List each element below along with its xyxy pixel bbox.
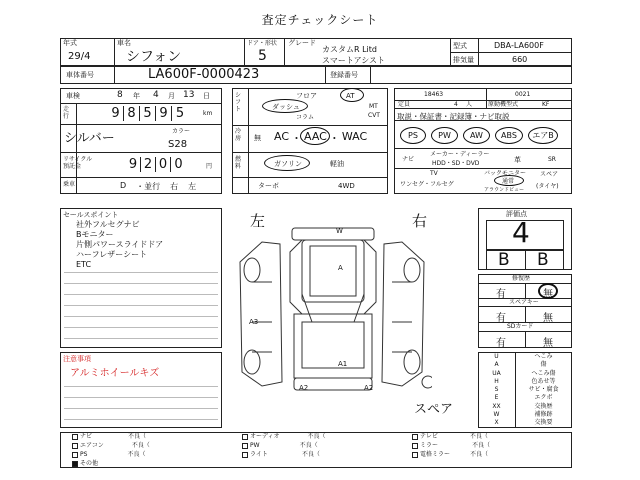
mark-a2-left: A2 [299, 384, 309, 392]
mark-a3: A3 [249, 318, 259, 326]
inspection-day: 13 [183, 90, 195, 100]
defect-item: ミラー 不良（ [412, 442, 572, 451]
score-value: 4 [512, 216, 530, 249]
turbo-label: ターボ [258, 182, 279, 190]
inspection-month: 4 [153, 90, 159, 100]
spare-key-no: 無 [543, 313, 553, 324]
equipment-circles [400, 127, 558, 144]
manual-text: 取説・保証書・記録簿・ナビ取説 [397, 112, 510, 121]
registration-label: 登録番号 [330, 71, 358, 79]
defect-item: PS 不良（ [72, 451, 242, 460]
legend-code: U [494, 353, 499, 360]
grade-value-1: カスタムR Litd [322, 45, 377, 54]
legend-desc: 傷 [540, 361, 547, 369]
cert-code: 0021 [515, 91, 531, 98]
defect-item: ライト 不良（ [242, 451, 412, 460]
repair-no: 無 [543, 289, 553, 300]
navi-media: HDD・SD・DVD [432, 160, 480, 167]
recycle-digit: 0 [174, 157, 183, 172]
year-label: 年式 [63, 39, 77, 47]
notes-label: 注意事項 [63, 355, 91, 363]
color-code: S28 [168, 139, 188, 150]
spare-tire: (タイヤ) [536, 183, 559, 190]
engine-label: 原動機型式 [488, 101, 519, 108]
recycle-label: リサイクル預託金 [63, 156, 93, 170]
shift-mt: MT [369, 103, 378, 110]
seat-parallel: ・並行 [136, 182, 161, 191]
ac-opt-wac: WAC [341, 130, 368, 143]
back-normal: 通常 [502, 178, 515, 185]
chassis-number: LA600F-0000423 [148, 67, 260, 82]
defect-item: テレビ 不良（ [412, 433, 572, 442]
selling-point: 片側パワースライドドア [76, 240, 164, 249]
cert-number: 18463 [424, 91, 444, 98]
shift-floor: フロア [296, 92, 317, 100]
selling-point: Bモニター [76, 230, 114, 239]
repair-label: 修復歴 [512, 275, 531, 282]
legend-code: S [494, 386, 499, 394]
diagram-left-label: 左 [250, 212, 266, 230]
chassis-label: 車体番号 [66, 71, 94, 79]
mark-a1: A1 [338, 360, 348, 368]
spare-key-label: スペアキー [509, 299, 539, 306]
seat-left: 左 [188, 182, 197, 191]
legend-row [478, 386, 572, 394]
legend-row [478, 361, 572, 369]
legend-desc: 交換歴 [534, 402, 553, 410]
inspection-month-unit: 月 [168, 92, 175, 100]
repair-no-circle [538, 283, 558, 299]
shift-at: AT [346, 92, 355, 100]
equip-abs: ABS [495, 127, 523, 144]
chassis-row [60, 66, 572, 84]
navi-label: ナビ [402, 156, 415, 163]
ac-aac-circle [300, 127, 330, 145]
legend-row [478, 419, 572, 427]
legend-row [478, 353, 572, 361]
color-value: シルバー [64, 131, 115, 146]
recycle-digit: 2 [141, 157, 156, 172]
repair-yes: 有 [496, 289, 506, 300]
tv-label: TV [430, 170, 438, 177]
legend-desc: エクボ [534, 394, 553, 402]
fuel-gasoline-circle [264, 155, 310, 171]
recycle-digits [126, 157, 186, 172]
score-label: 評価点 [506, 210, 527, 218]
defect-item: オーディオ 不良（ [242, 433, 412, 442]
mark-a2-right: A2 [364, 384, 374, 392]
legend-desc: へこみ [534, 353, 553, 360]
legend-code: X [494, 419, 499, 427]
legend-row [478, 370, 572, 378]
legend-desc: 色あせ等 [531, 377, 556, 385]
legend-row [478, 394, 572, 402]
mileage-digit: 5 [140, 106, 156, 121]
seats-value: 4 [454, 101, 458, 108]
page-title: 査定チェックシート [261, 13, 379, 27]
seat-d: D [120, 181, 127, 190]
grade-label: グレード [288, 39, 316, 47]
mileage-digit: 9 [108, 106, 124, 121]
selling-point: 社外フルセグナビ [76, 220, 140, 229]
diagram-right-label: 右 [412, 212, 428, 230]
legend-desc: サビ・腐食 [528, 386, 559, 394]
legend-desc: へこみ傷 [531, 369, 556, 377]
year-value: 29/4 [68, 51, 91, 62]
navi-maker: メーカー・ディーラー [430, 151, 490, 158]
leather-label: 革 [514, 156, 521, 164]
sr-label: SR [548, 156, 556, 163]
door-value: 5 [258, 48, 267, 64]
shift-dash-circle [262, 99, 308, 113]
equip-airbag: エアB [528, 127, 558, 144]
shift-at-circle [340, 88, 364, 102]
mileage-digit: 5 [175, 106, 185, 121]
shift-label: シフト [235, 92, 242, 113]
legend-code: E [494, 394, 499, 402]
color-code-label: カラー [172, 128, 191, 135]
defect-item: ナビ 不良（ [72, 433, 242, 442]
score-sub-2: B [537, 250, 549, 270]
selling-point: ハーフレザーシート [76, 250, 148, 259]
car-name: シフォン [126, 49, 182, 65]
inspection-label: 車検 [66, 92, 80, 100]
legend-list [478, 353, 572, 428]
ac-opt-ac: AC [274, 130, 290, 143]
ac-options: AC ・ AAC ・ WAC [274, 130, 368, 145]
sd-label: SDカード [507, 323, 534, 330]
score-sub-1: B [498, 250, 510, 270]
model-value: DBA-LA600F [494, 41, 544, 50]
spare-key-yes: 有 [496, 313, 506, 324]
ac-opt-aac: AAC [304, 130, 327, 143]
notes-value: アルミホイールキズ [70, 368, 160, 379]
around-view: アラウンドビュー [484, 187, 525, 193]
engine-value: KF [542, 101, 550, 108]
legend-desc: 補修跡 [534, 411, 553, 419]
defects-other: その他 [72, 460, 572, 467]
inspection-year: 8 [117, 90, 123, 100]
legend-row [478, 378, 572, 386]
legend-desc: 交換要 [534, 419, 553, 427]
seat-right: 右 [170, 182, 179, 191]
grade-value-2: スマートアシスト [322, 56, 386, 65]
ac-label: 冷房 [235, 128, 242, 142]
equip-pw: PW [431, 127, 458, 144]
mark-a: A [338, 264, 343, 272]
defect-item: エアコン 不良（ [72, 442, 242, 451]
defects-row [72, 451, 572, 460]
legend-row [478, 403, 572, 411]
name-label: 車名 [117, 39, 131, 47]
mileage-digit: 9 [156, 106, 172, 121]
legend-code: H [494, 377, 499, 385]
defect-item: 電格ミラー 不良（ [412, 451, 572, 460]
back-monitor-label: バックモニター [484, 170, 527, 177]
mileage-digits [108, 106, 188, 121]
mileage-label: 走行 [63, 106, 70, 120]
mileage-unit: km [203, 110, 213, 117]
sd-yes: 有 [496, 338, 506, 349]
mark-w: W [336, 227, 343, 235]
defect-item: PW 不良（ [242, 442, 412, 451]
legend-code: XX [492, 402, 501, 410]
legend-code: W [493, 411, 500, 419]
door-label: ドア・形状 [247, 40, 277, 47]
selling-points-label: セールスポイント [63, 211, 119, 219]
recycle-unit: 円 [206, 163, 213, 170]
fuel-diesel: 軽油 [330, 160, 344, 168]
recycle-digit: 9 [126, 157, 141, 172]
inspection-day-unit: 日 [203, 92, 210, 100]
legend-code: UA [492, 369, 501, 377]
displacement-value: 660 [512, 55, 528, 64]
equip-aw: AW [463, 127, 490, 144]
selling-points-list [76, 220, 163, 270]
model-label: 型式 [453, 42, 467, 50]
seats-unit: 人 [466, 101, 473, 108]
diagram-spare-label: スペア [414, 402, 454, 417]
inspection-year-unit: 年 [133, 92, 140, 100]
selling-point: ETC [76, 260, 92, 269]
fuel-label: 燃料 [235, 156, 242, 170]
drive-4wd: 4WD [338, 182, 355, 190]
defects-grid [72, 433, 572, 467]
legend-row [478, 411, 572, 419]
fuel-gasoline: ガソリン [274, 160, 302, 168]
seats-label: 定員 [398, 101, 411, 108]
legend-code: A [494, 361, 499, 369]
displacement-label: 排気量 [453, 56, 474, 64]
sd-no: 無 [543, 338, 553, 349]
shift-column: コラム [296, 114, 314, 121]
seat-label: 乗車 [63, 181, 76, 188]
ac-none: 無 [254, 134, 261, 142]
spare-label: スペア [540, 171, 559, 178]
back-normal-circle [494, 175, 524, 186]
defects-row [72, 433, 572, 442]
mileage-digit: 8 [124, 106, 140, 121]
defects-row [72, 442, 572, 451]
car-diagram [232, 222, 432, 400]
equip-ps: PS [400, 127, 426, 144]
recycle-digit: 0 [156, 157, 171, 172]
shift-dash: ダッシュ [272, 103, 300, 111]
oneseg-label: ワンセグ・フルセグ [400, 181, 454, 188]
seat-row [120, 181, 196, 192]
shift-cvt: CVT [368, 112, 380, 119]
